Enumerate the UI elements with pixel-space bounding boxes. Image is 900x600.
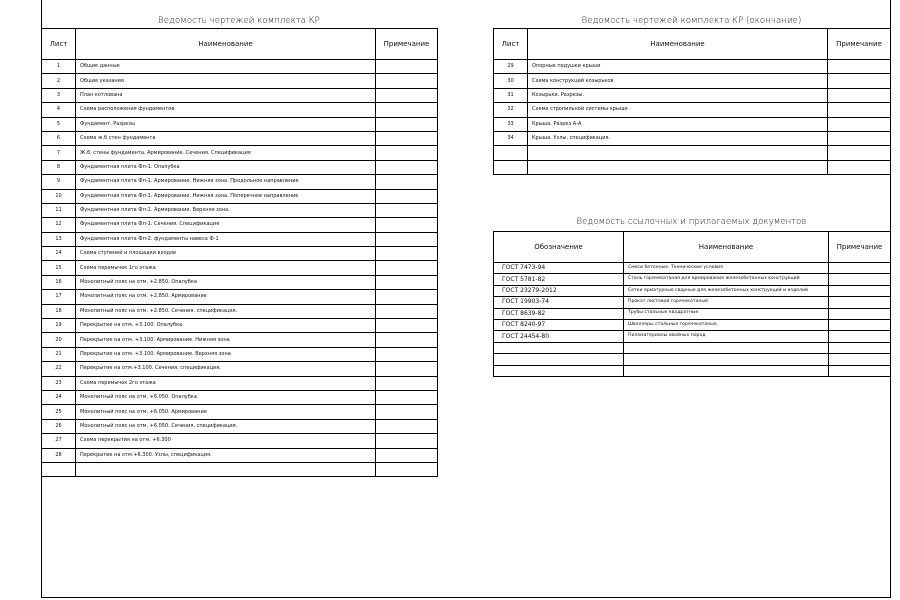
cell-note (828, 117, 891, 131)
table-row (494, 263, 891, 274)
table-row (42, 362, 438, 376)
cell-id: 1 (42, 60, 76, 74)
table-row (42, 333, 438, 347)
header-note: Примечание (829, 232, 891, 263)
cell-name: Прокат листовой горячекатаный (624, 297, 829, 308)
cell-note (376, 88, 438, 102)
header-note: Примечание (376, 29, 438, 60)
cell-note (829, 308, 891, 319)
cell-note (376, 390, 438, 404)
cell-name (624, 365, 829, 376)
cell-note (376, 462, 438, 476)
cell-id: 9 (42, 175, 76, 189)
header-name: Наименование (528, 29, 828, 60)
cell-id (42, 462, 76, 476)
table-row (42, 74, 438, 88)
cell-name: Монолитный пояс на отм. +2.850. Сечения, спецификация. (76, 304, 376, 318)
cell-id (494, 342, 624, 353)
table-row (42, 60, 438, 74)
table-row (42, 232, 438, 246)
cell-id: 8 (42, 160, 76, 174)
table-row (494, 274, 891, 285)
cell-id: 19 (42, 319, 76, 333)
cell-name (76, 462, 376, 476)
table-row (42, 434, 438, 448)
cell-note (828, 74, 891, 88)
cell-id: ГОСТ 23279-2012 (494, 285, 624, 296)
cell-id: ГОСТ 24454-80 (494, 331, 624, 342)
cell-note (829, 342, 891, 353)
cell-name: Трубы стальные квадратные (624, 308, 829, 319)
cell-note (829, 285, 891, 296)
table-row (42, 247, 438, 261)
cell-name: Смеси бетонные. Технические условия (624, 263, 829, 274)
table-row (42, 131, 438, 145)
cell-name: Сетки арматурные сварные для железобетонных конструкций и изделий (624, 285, 829, 296)
cell-id: 14 (42, 247, 76, 261)
table-row (42, 117, 438, 131)
table-row (42, 103, 438, 117)
cell-name: Схема перекрытия на отм. +6.300 (76, 434, 376, 448)
cell-id: 21 (42, 347, 76, 361)
cell-id: ГОСТ 7473-94 (494, 263, 624, 274)
cell-note (376, 146, 438, 160)
table-row (42, 390, 438, 404)
cell-note (376, 203, 438, 217)
cell-note (376, 160, 438, 174)
cell-id: 16 (42, 275, 76, 289)
cell-id: 23 (42, 376, 76, 390)
cell-name: Перекрытие на отм. +3.100. Армирование. Верхняя зона (76, 347, 376, 361)
cell-name: Монолитный пояс на отм. +2.850. Армирование (76, 290, 376, 304)
cell-name: Перекрытие на отм. +3.100. Армирование. Нижняя зона (76, 333, 376, 347)
cell-name: Общие указания (76, 74, 376, 88)
cell-id (494, 365, 624, 376)
cell-name: Схема ж.б стен фундамента (76, 131, 376, 145)
table-row (494, 342, 891, 353)
cell-id: 33 (494, 117, 528, 131)
cell-id: 30 (494, 74, 528, 88)
cell-note (376, 304, 438, 318)
table-row (494, 131, 891, 145)
table-row (494, 160, 891, 174)
cell-id: 32 (494, 103, 528, 117)
cell-note (376, 74, 438, 88)
cell-note (828, 146, 891, 160)
cell-name: Фундаментная плита Фп-2. фундаменты навеса Ф-1 (76, 232, 376, 246)
cell-note (829, 263, 891, 274)
cell-name (528, 146, 828, 160)
cell-note (376, 175, 438, 189)
cell-id: 5 (42, 117, 76, 131)
cell-id: 2 (42, 74, 76, 88)
cell-note (376, 376, 438, 390)
table-row (494, 365, 891, 376)
table-row (494, 297, 891, 308)
cell-name (528, 160, 828, 174)
cell-note (829, 354, 891, 365)
cell-note (829, 297, 891, 308)
cell-note (376, 448, 438, 462)
cell-note (376, 232, 438, 246)
cell-id (494, 146, 528, 160)
cell-note (376, 434, 438, 448)
cell-id: 28 (42, 448, 76, 462)
cell-name: Схема перемычек 1го этажа (76, 261, 376, 275)
cell-id: ГОСТ 8639-82 (494, 308, 624, 319)
cell-id: ГОСТ 8240-97 (494, 319, 624, 330)
table-row (494, 331, 891, 342)
cell-name: Фундаментная плита Фп-1. Опалубка (76, 160, 376, 174)
cell-id: 34 (494, 131, 528, 145)
drawings-list-table (41, 28, 438, 477)
cell-name: Схема стропильной системы крыши (528, 103, 828, 117)
cell-note (376, 189, 438, 203)
cell-note (376, 419, 438, 433)
cell-name (624, 354, 829, 365)
cell-note (376, 261, 438, 275)
cell-id: 6 (42, 131, 76, 145)
cell-note (376, 319, 438, 333)
cell-note (828, 131, 891, 145)
table-row (494, 103, 891, 117)
cell-id: ГОСТ 19903-74 (494, 297, 624, 308)
cell-note (829, 331, 891, 342)
cell-id: 15 (42, 261, 76, 275)
cell-name: Перекрытие на отм. +3.100. Опалубка. (76, 319, 376, 333)
table-row (42, 319, 438, 333)
cell-name: Крыша. Разрез А-А (528, 117, 828, 131)
cell-note (376, 131, 438, 145)
cell-name: Пиломатериалы хвойных пород (624, 331, 829, 342)
cell-name: Монолитный пояс на отм. +6.050. Армирование (76, 405, 376, 419)
cell-note (376, 103, 438, 117)
cell-note (829, 274, 891, 285)
cell-name: Фундаментная плита Фп-1. Сечения. Спецификация (76, 218, 376, 232)
header-designation: Обозначение (494, 232, 624, 263)
cell-note (376, 362, 438, 376)
cell-name: Ж.б. стены фундамента. Армирование. Сечения. Спецификация (76, 146, 376, 160)
cell-name: Монолитный пояс на отм. +6.050. Опалубка (76, 390, 376, 404)
cell-name: Схема расположения фундаментов (76, 103, 376, 117)
cell-note (376, 333, 438, 347)
cell-id (494, 160, 528, 174)
table-row (494, 308, 891, 319)
header-name: Наименование (624, 232, 829, 263)
header-sheet: Лист (494, 29, 528, 60)
table-row (494, 319, 891, 330)
cell-id: 25 (42, 405, 76, 419)
cell-id: 27 (42, 434, 76, 448)
cell-name: План котлована (76, 88, 376, 102)
cell-name: Схема конструкций козырьков (528, 74, 828, 88)
cell-note (828, 88, 891, 102)
cell-name: Перекрытие на отм.+3.100. Сечения, спецификация. (76, 362, 376, 376)
cell-note (376, 60, 438, 74)
drawings-list-continued-table (493, 28, 891, 175)
cell-name: Опорные подушки крыши (528, 60, 828, 74)
cell-note (376, 247, 438, 261)
cell-note (376, 117, 438, 131)
table-row (42, 290, 438, 304)
cell-name: Фундамент. Разрезы (76, 117, 376, 131)
table-row (42, 88, 438, 102)
cell-note (376, 218, 438, 232)
table-row (42, 275, 438, 289)
cell-name: Швеллеры стальные горячекатаные. (624, 319, 829, 330)
cell-note (376, 290, 438, 304)
table-row (494, 285, 891, 296)
table-row (42, 304, 438, 318)
table-row (42, 405, 438, 419)
cell-name: Монолитный пояс на отм. +6.050. Сечения, спецификация. (76, 419, 376, 433)
cell-id: 22 (42, 362, 76, 376)
cell-name: Фундаментная плита Фп-1. Армирование. Верхняя зона. (76, 203, 376, 217)
cell-id: 18 (42, 304, 76, 318)
cell-id (494, 354, 624, 365)
cell-note (376, 405, 438, 419)
table-row (494, 74, 891, 88)
table-row (42, 160, 438, 174)
sheet1-title: Ведомость чертежей комплекта КР (158, 16, 320, 26)
cell-name: Перекрытие на отм.+6.300. Узлы, спецификация. (76, 448, 376, 462)
cell-id: 12 (42, 218, 76, 232)
cell-id: 20 (42, 333, 76, 347)
cell-name: Схема ступеней и площадки входов (76, 247, 376, 261)
table-row (42, 203, 438, 217)
table-row (42, 419, 438, 433)
cell-note (829, 365, 891, 376)
cell-id: 13 (42, 232, 76, 246)
table-row (42, 146, 438, 160)
cell-name: Крыша. Узлы, спецификация. (528, 131, 828, 145)
reference-documents-table (493, 231, 891, 377)
cell-note (829, 319, 891, 330)
cell-id: 17 (42, 290, 76, 304)
cell-name (624, 342, 829, 353)
table-row (494, 146, 891, 160)
table-row (42, 376, 438, 390)
cell-name: Схема перемычек 2го этажа (76, 376, 376, 390)
cell-name: Общие данные (76, 60, 376, 74)
table-row (42, 175, 438, 189)
table-row (42, 448, 438, 462)
cell-name: Сталь горячекатаная для армирования железобетонных конструкций (624, 274, 829, 285)
cell-id: 29 (494, 60, 528, 74)
table-row (42, 462, 438, 476)
cell-id: 3 (42, 88, 76, 102)
cell-name: Фундаментная плита Фп-1. Армирование. Нижняя зона. Продольное направление (76, 175, 376, 189)
table-row (494, 354, 891, 365)
cell-id: 7 (42, 146, 76, 160)
table-row (42, 189, 438, 203)
sheet3-title: Ведомость ссылочных и прилагаемых документов (576, 217, 807, 227)
header-sheet: Лист (42, 29, 76, 60)
cell-id: 24 (42, 390, 76, 404)
cell-note (828, 160, 891, 174)
cell-note (376, 275, 438, 289)
cell-name: Монолитный пояс на отм. +2.850. Опалубка (76, 275, 376, 289)
cell-name: Козырьки. Разрезы. (528, 88, 828, 102)
table-row (494, 60, 891, 74)
header-note: Примечание (828, 29, 891, 60)
sheet2-title: Ведомость чертежей комплекта КР (окончание) (581, 16, 802, 26)
cell-name: Фундаментная плита Фп-1. Армирование. Нижняя зона. Поперечное направление (76, 189, 376, 203)
cell-id: 10 (42, 189, 76, 203)
table-row (42, 261, 438, 275)
cell-id: ГОСТ 5781-82 (494, 274, 624, 285)
cell-id: 31 (494, 88, 528, 102)
cell-id: 4 (42, 103, 76, 117)
cell-note (828, 60, 891, 74)
cell-id: 26 (42, 419, 76, 433)
table-row (494, 88, 891, 102)
header-name: Наименование (76, 29, 376, 60)
cell-note (828, 103, 891, 117)
table-row (42, 347, 438, 361)
table-row (494, 117, 891, 131)
table-row (42, 218, 438, 232)
cell-id: 11 (42, 203, 76, 217)
cell-note (376, 347, 438, 361)
